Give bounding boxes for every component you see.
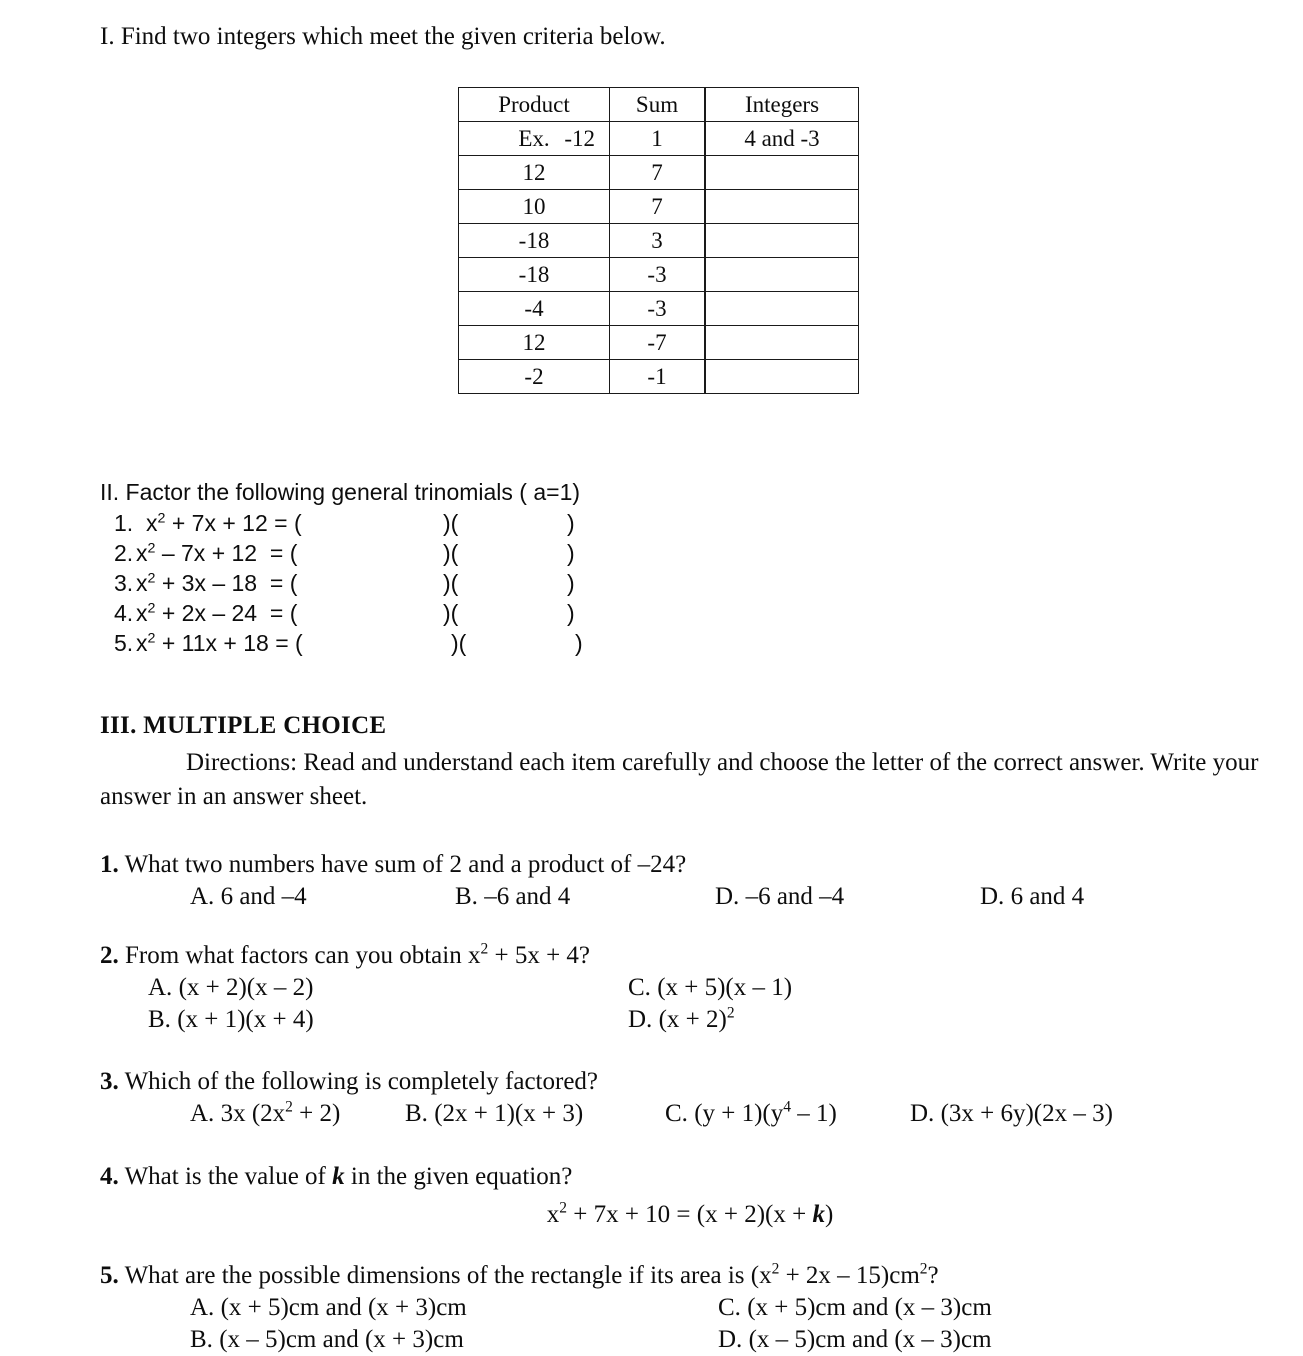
- question-5-options-row-1: [100, 1292, 1280, 1324]
- option-a[interactable]: [190, 1292, 467, 1324]
- table-row: [459, 156, 859, 190]
- question-4-stem: [100, 1161, 1280, 1193]
- item-expression: $x^2 + 11x + 18$ = (: [136, 630, 303, 656]
- option-label: C.: [718, 1294, 741, 1321]
- cell-product: 12: [459, 326, 610, 360]
- option-label: B.: [455, 883, 478, 910]
- option-text: –6 and 4: [484, 883, 571, 910]
- option-label: D.: [718, 1326, 743, 1353]
- question-text: What two numbers have sum of 2 and a product of –24?: [124, 851, 687, 878]
- question-2-stem: [100, 940, 1280, 972]
- table-body: [459, 122, 859, 394]
- question-number: 2.: [100, 942, 119, 969]
- cell-integers-answer[interactable]: [705, 156, 859, 190]
- trinomial-item-4: [100, 598, 580, 628]
- option-b[interactable]: [190, 1324, 464, 1356]
- option-text: (x – 5)cm and (x + 3)cm: [219, 1326, 464, 1353]
- option-text: (x + 2)(x – 2): [178, 974, 314, 1001]
- question-3: [100, 1066, 1280, 1130]
- cell-sum: -3: [610, 292, 706, 326]
- cell-sum: -1: [610, 360, 706, 394]
- question-5-options-row-2: [100, 1324, 1280, 1356]
- option-b[interactable]: [405, 1098, 583, 1130]
- option-text: 3x $(2x^2 + 2)$: [220, 1098, 341, 1127]
- cell-integers-answer[interactable]: [705, 326, 859, 360]
- cell-integers-answer[interactable]: [705, 258, 859, 292]
- option-b[interactable]: [148, 1004, 314, 1036]
- option-label: C.: [628, 974, 651, 1001]
- option-text: (x + 5)cm and (x + 3)cm: [220, 1294, 467, 1321]
- option-label: D.: [628, 1006, 653, 1033]
- option-c[interactable]: [718, 1292, 992, 1324]
- question-2-options-row-1: [100, 972, 1280, 1004]
- option-a[interactable]: [190, 881, 307, 913]
- option-d[interactable]: [980, 881, 1084, 913]
- option-text: (x + 1)(x + 4): [177, 1006, 314, 1033]
- question-text: What is the value of k in the given equation?: [124, 1163, 573, 1190]
- option-label: A.: [190, 883, 215, 910]
- cell-integers-answer[interactable]: [705, 360, 859, 394]
- option-text: (x – 5)cm and (x – 3)cm: [748, 1326, 992, 1353]
- option-text: 6 and 4: [1010, 883, 1085, 910]
- option-label: B.: [148, 1006, 171, 1033]
- section-2: [100, 477, 583, 658]
- cell-sum: -7: [610, 326, 706, 360]
- option-label: A.: [190, 1294, 215, 1321]
- question-1-options: [100, 881, 1280, 913]
- table-header-row: [459, 88, 859, 122]
- question-number: 4.: [100, 1163, 119, 1190]
- factor-blank-end[interactable]: ): [567, 510, 575, 536]
- option-d[interactable]: [910, 1098, 1113, 1130]
- example-label: Ex.: [518, 126, 550, 151]
- question-4: [100, 1161, 1280, 1231]
- table-row: [459, 224, 859, 258]
- cell-product: -4: [459, 292, 610, 326]
- factor-blank-end[interactable]: ): [567, 600, 575, 626]
- column-header-sum: Sum: [610, 88, 706, 122]
- option-label: C.: [665, 1100, 688, 1127]
- trinomial-item-5: [100, 628, 583, 658]
- question-2: [100, 940, 1280, 1036]
- option-label: A.: [148, 974, 173, 1001]
- section-1-heading: I. Find two integers which meet the given criteria below.: [100, 23, 666, 50]
- option-label: D.: [980, 883, 1005, 910]
- option-text: (x + 5)(x – 1): [657, 974, 793, 1001]
- factor-blank-end[interactable]: ): [567, 570, 575, 596]
- cell-integers-answer[interactable]: [705, 292, 859, 326]
- option-a[interactable]: [190, 1098, 340, 1130]
- question-5: [100, 1260, 1280, 1356]
- table-row-example: [459, 122, 859, 156]
- trinomial-item-3: [100, 568, 580, 598]
- option-label: D.: [715, 883, 740, 910]
- question-1: [100, 849, 1280, 913]
- option-text: $(x + 2)^2$: [658, 1004, 735, 1033]
- trinomial-item-2: [100, 538, 580, 568]
- cell-product: 12: [459, 156, 610, 190]
- item-number: 5.: [114, 630, 134, 656]
- option-label: A.: [190, 1100, 215, 1127]
- directions-text: Directions: Read and understand each item carefully and choose the letter of the correct answer. Write your answer in an answer sheet.: [100, 749, 1259, 810]
- question-1-stem: [100, 849, 1280, 881]
- item-expression: $x^2 + 2x - 24$ = (: [136, 600, 298, 626]
- option-text: –6 and –4: [745, 883, 845, 910]
- question-5-stem: [100, 1260, 1280, 1292]
- option-label: D.: [910, 1100, 935, 1127]
- option-c[interactable]: [628, 972, 792, 1004]
- item-expression: $x^2 - 7x + 12$ = (: [136, 540, 298, 566]
- factor-blank-end[interactable]: ): [567, 540, 575, 566]
- option-a[interactable]: [148, 972, 313, 1004]
- cell-product: -18: [459, 224, 610, 258]
- cell-sum-example: 1: [610, 122, 706, 156]
- cell-sum: 7: [610, 156, 706, 190]
- option-b[interactable]: [455, 881, 570, 913]
- option-d[interactable]: [628, 1004, 735, 1036]
- option-text: (2x + 1)(x + 3): [434, 1100, 584, 1127]
- question-3-options: [100, 1098, 1280, 1130]
- table-row: [459, 326, 859, 360]
- cell-sum: -3: [610, 258, 706, 292]
- item-number: 4.: [114, 600, 134, 626]
- factor-blank-end[interactable]: ): [575, 630, 583, 656]
- question-text: What are the possible dimensions of the rectangle if its area is $(x^2 + 2x - 15)cm^2$?: [124, 1260, 939, 1289]
- integers-table: [458, 87, 859, 394]
- factor-blank-middle[interactable]: )(: [443, 540, 459, 566]
- factor-blank-middle[interactable]: )(: [451, 630, 467, 656]
- item-number: 1.: [114, 510, 134, 536]
- question-3-stem: [100, 1066, 1280, 1098]
- question-2-options-row-2: [100, 1004, 1280, 1036]
- question-4-equation: $x^2 + 7x + 10 = (x + 2)(x + k)$: [546, 1199, 834, 1228]
- question-number: 1.: [100, 851, 119, 878]
- cell-sum: 7: [610, 190, 706, 224]
- factor-blank-middle[interactable]: )(: [443, 510, 459, 536]
- option-text: (3x + 6y)(2x – 3): [940, 1100, 1113, 1127]
- section-2-heading: II. Factor the following general trinomials ( a=1): [100, 479, 581, 505]
- option-text: $(y + 1)(y^4 - 1)$: [694, 1098, 837, 1127]
- option-text: 6 and –4: [220, 883, 307, 910]
- option-c[interactable]: [665, 1098, 837, 1130]
- item-expression: $x^2 + 3x - 18$ = (: [136, 570, 298, 596]
- item-expression: $x^2 + 7x + 12$ = (: [146, 510, 302, 536]
- cell-integers-answer[interactable]: [705, 224, 859, 258]
- item-number: 3.: [114, 570, 134, 596]
- column-header-product: Product: [459, 88, 610, 122]
- cell-product: -18: [459, 258, 610, 292]
- table-row: [459, 258, 859, 292]
- item-number: 2.: [114, 540, 134, 566]
- column-header-integers: Integers: [705, 88, 859, 122]
- option-label: B.: [190, 1326, 213, 1353]
- question-text: Which of the following is completely factored?: [124, 1068, 599, 1095]
- question-text: From what factors can you obtain $x^2 + 5x + 4$?: [125, 940, 591, 969]
- question-number: 5.: [100, 1262, 119, 1289]
- table-row: [459, 360, 859, 394]
- section-3-heading: III. MULTIPLE CHOICE: [100, 712, 387, 739]
- trinomial-item-1: [100, 508, 580, 538]
- factor-blank-middle[interactable]: )(: [443, 600, 459, 626]
- table-row: [459, 190, 859, 224]
- table-row: [459, 292, 859, 326]
- option-d[interactable]: [718, 1324, 992, 1356]
- option-c[interactable]: [715, 881, 844, 913]
- cell-product-example: [459, 122, 610, 156]
- cell-integers-example: 4 and -3: [705, 122, 859, 156]
- cell-integers-answer[interactable]: [705, 190, 859, 224]
- option-text: (x + 5)cm and (x – 3)cm: [747, 1294, 992, 1321]
- cell-sum: 3: [610, 224, 706, 258]
- example-product-value: -12: [564, 126, 595, 151]
- option-label: B.: [405, 1100, 428, 1127]
- question-number: 3.: [100, 1068, 119, 1095]
- cell-product: -2: [459, 360, 610, 394]
- cell-product: 10: [459, 190, 610, 224]
- factor-blank-middle[interactable]: )(: [443, 570, 459, 596]
